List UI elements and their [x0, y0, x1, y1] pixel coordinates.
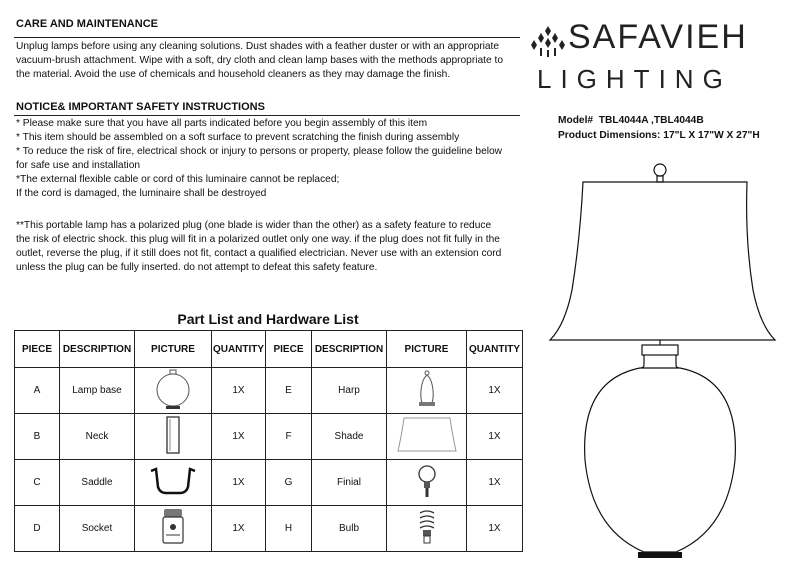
parts-table — [14, 330, 523, 552]
socket-icon — [158, 507, 188, 547]
piece-cell: H — [266, 506, 312, 552]
dimensions-value: 17"L X 17"W X 27"H — [663, 130, 760, 141]
brand-name: SAFAVIEH — [568, 18, 748, 56]
picture-cell — [387, 368, 467, 414]
col-header-picture: PICTURE — [387, 331, 467, 368]
quantity-cell: 1X — [212, 506, 266, 552]
care-paragraph — [16, 40, 503, 82]
picture-cell — [135, 460, 212, 506]
notice-line: * This item should be assembled on a soft surface to prevent scratching the finish during assembly — [16, 132, 460, 143]
care-divider — [14, 37, 520, 38]
description-cell: Lamp base — [60, 368, 135, 414]
piece-cell: D — [15, 506, 60, 552]
piece-cell: C — [15, 460, 60, 506]
brand-subtitle: LIGHTING — [537, 64, 732, 94]
description-cell: Socket — [60, 506, 135, 552]
piece-cell: E — [266, 368, 312, 414]
col-header-quantity: QUANTITY — [467, 331, 523, 368]
description-cell: Shade — [312, 414, 387, 460]
notice-line: *The external flexible cable or cord of this luminaire cannot be replaced; — [16, 174, 340, 185]
notice-line: If the cord is damaged, the luminaire shall be destroyed — [16, 188, 267, 199]
finial-icon — [415, 462, 439, 500]
picture-cell — [387, 414, 467, 460]
care-line: Unplug lamps before using any cleaning solutions. Dust shades with a feather duster or with an appropriate — [16, 41, 500, 52]
col-header-piece: PIECE — [15, 331, 60, 368]
notice-divider — [14, 115, 520, 116]
col-header-description: DESCRIPTION — [60, 331, 135, 368]
picture-cell — [135, 368, 212, 414]
col-header-quantity: QUANTITY — [212, 331, 266, 368]
quantity-cell: 1X — [212, 368, 266, 414]
notice-line: for safe use and installation — [16, 160, 141, 171]
care-heading: CARE AND MAINTENANCE — [16, 18, 158, 30]
parts-header-row — [15, 331, 523, 368]
picture-cell — [135, 414, 212, 460]
plug-line: **This portable lamp has a polarized plug (one blade is wider than the other) as a safety feature to reduce — [16, 220, 492, 231]
piece-cell: F — [266, 414, 312, 460]
saddle-icon — [148, 465, 198, 497]
model-line — [558, 113, 704, 128]
harp-icon — [412, 369, 442, 409]
table-row — [15, 460, 523, 506]
quantity-cell: 1X — [467, 414, 523, 460]
quantity-cell: 1X — [212, 414, 266, 460]
description-cell: Neck — [60, 414, 135, 460]
picture-cell — [135, 506, 212, 552]
plug-line: outlet, reverse the plug, if it still does not fit, contact a qualified electrician. Never use with an extension cord — [16, 248, 502, 259]
shade-icon — [394, 415, 460, 455]
care-line: the material. Avoid the use of chemicals and household cleaners as they may damage the finish. — [16, 69, 451, 80]
col-header-picture: PICTURE — [135, 331, 212, 368]
safavieh-chandelier-logo-icon — [530, 24, 566, 58]
lamp-base-icon — [153, 368, 193, 410]
notice-line: * Please make sure that you have all parts indicated before you begin assembly of this item — [16, 118, 428, 129]
piece-cell: A — [15, 368, 60, 414]
notice-heading: NOTICE& IMPORTANT SAFETY INSTRUCTIONS — [16, 101, 265, 113]
model-value: TBL4044A ,TBL4044B — [598, 115, 704, 126]
description-cell: Finial — [312, 460, 387, 506]
notice-paragraph — [16, 117, 502, 201]
col-header-piece: PIECE — [266, 331, 312, 368]
plug-paragraph — [16, 219, 501, 275]
bulb-icon — [414, 507, 440, 547]
table-lamp-illustration-icon — [540, 160, 790, 565]
quantity-cell: 1X — [467, 460, 523, 506]
plug-line: unless the plug can be fully inserted. do not attempt to defeat this safety feature. — [16, 262, 378, 273]
col-header-description: DESCRIPTION — [312, 331, 387, 368]
piece-cell: G — [266, 460, 312, 506]
piece-cell: B — [15, 414, 60, 460]
picture-cell — [387, 460, 467, 506]
description-cell: Harp — [312, 368, 387, 414]
description-cell: Bulb — [312, 506, 387, 552]
picture-cell — [387, 506, 467, 552]
table-row — [15, 368, 523, 414]
care-line: vacuum-brush attachment. Wipe with a soft, dry cloth and clean lamp bases with the methods appropriate to — [16, 55, 503, 66]
table-row — [15, 414, 523, 460]
notice-line: * To reduce the risk of fire, electrical shock or injury to persons or property, please follow the guideline below — [16, 146, 503, 157]
description-cell: Saddle — [60, 460, 135, 506]
quantity-cell: 1X — [467, 368, 523, 414]
dimensions-label: Product Dimensions: — [558, 130, 661, 141]
dimensions-line — [558, 128, 760, 143]
quantity-cell: 1X — [212, 460, 266, 506]
quantity-cell: 1X — [467, 506, 523, 552]
table-row — [15, 506, 523, 552]
model-label: Model# — [558, 115, 594, 126]
plug-line: the risk of electric shock. this plug will fit in a polarized outlet only one way. if the plug does not fit fully in the — [16, 234, 500, 245]
neck-icon — [158, 415, 188, 455]
parts-title: Part List and Hardware List — [177, 311, 359, 327]
